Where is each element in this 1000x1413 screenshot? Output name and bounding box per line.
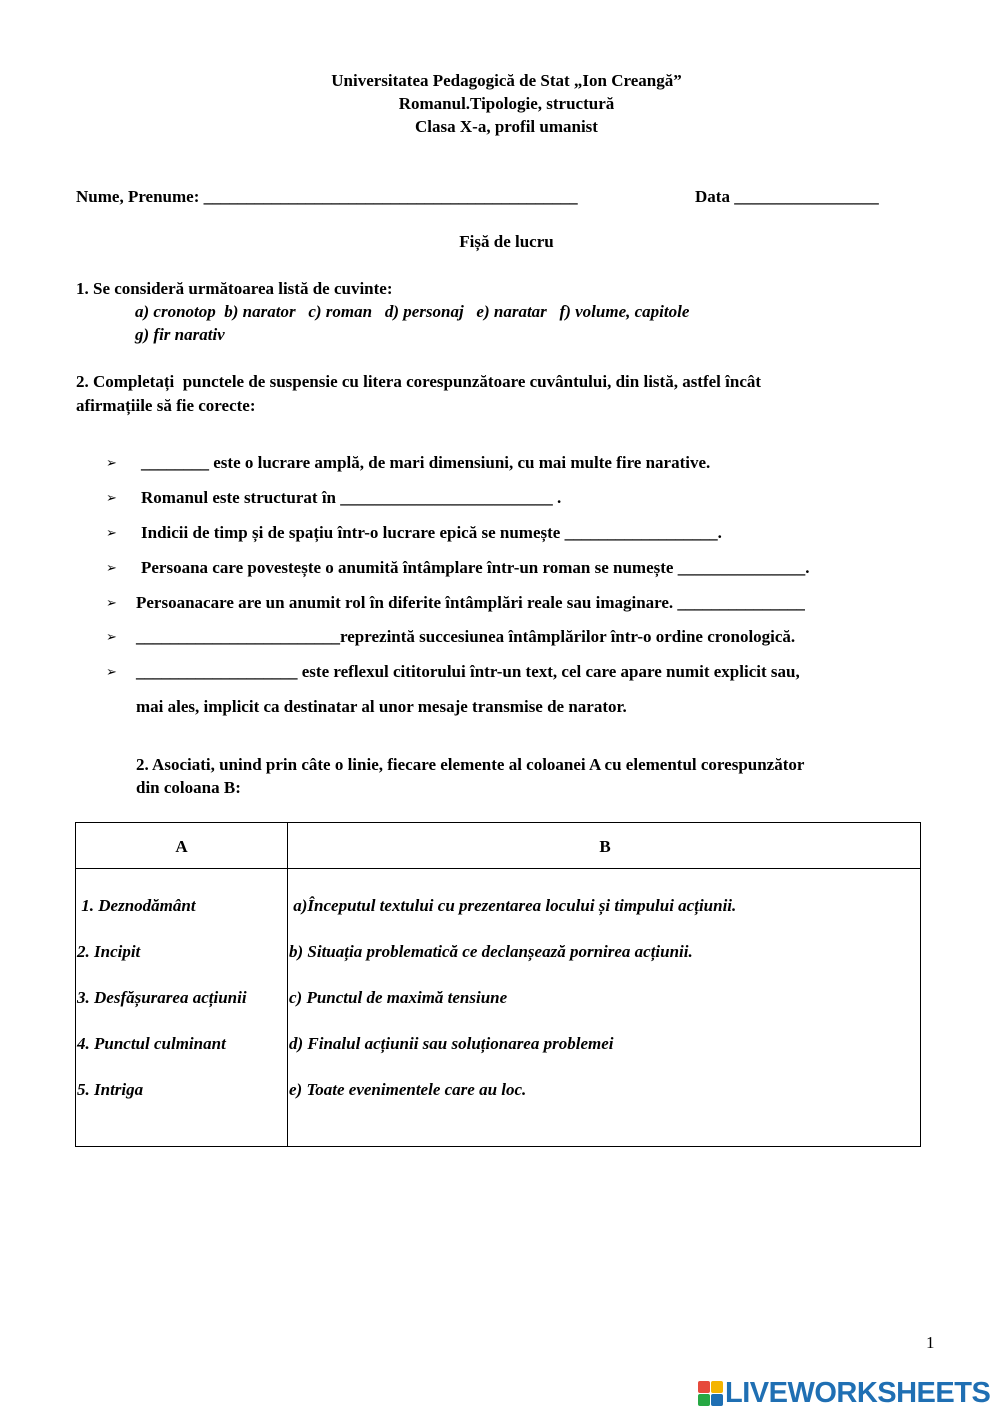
exercise-1-prompt: 1. Se consideră următoarea listă de cuvinte: (76, 279, 393, 298)
word-list-line-1: a) cronotop b) narator c) roman d) personaj e) naratar f) volume, capitole (135, 302, 690, 321)
fill-in-statement[interactable]: Indicii de timp și de spațiu într-o lucrare epică se numește __________________. (141, 523, 722, 542)
arrow-bullet-icon: ➢ (106, 491, 117, 506)
exercise-3-prompt-line-1: 2. Asociati, unind prin câte o linie, fiecare elemente al coloanei A cu elementul corespunzător (136, 755, 805, 774)
column-a-header: A (175, 837, 188, 856)
fill-in-statement[interactable]: ________________________reprezintă succesiunea întâmplărilor într-o ordine cronologică. (136, 627, 796, 646)
logo-text: LIVEWORKSHEETS (725, 1376, 991, 1409)
header-divider (76, 868, 920, 869)
arrow-bullet-icon: ➢ (106, 596, 117, 611)
arrow-bullet-icon: ➢ (106, 526, 117, 541)
fill-in-statement[interactable]: ________ este o lucrare amplă, de mari dimensiuni, cu mai multe fire narative. (141, 453, 711, 472)
page-number: 1 (926, 1333, 935, 1352)
logo-square (711, 1394, 723, 1406)
column-b-item[interactable]: c) Punctul de maximă tensiune (289, 988, 508, 1007)
arrow-bullet-icon: ➢ (106, 665, 117, 680)
logo-mark-icon (698, 1381, 723, 1406)
exercise-2-prompt-line-2: afirmațiile să fie corecte: (76, 396, 256, 415)
arrow-bullet-icon: ➢ (106, 630, 117, 645)
topic-title: Romanul.Tipologie, structură (398, 94, 615, 113)
column-divider (287, 823, 288, 1146)
column-a-item[interactable]: 4. Punctul culminant (77, 1034, 226, 1053)
column-a-item[interactable]: 3. Desfășurarea acțiunii (77, 988, 247, 1007)
column-b-header: B (599, 837, 611, 856)
column-a-item[interactable]: 5. Intriga (77, 1080, 144, 1099)
date-field[interactable]: Data _________________ (695, 187, 879, 206)
logo-square (711, 1381, 723, 1393)
exercise-3-prompt-line-2: din coloana B: (136, 778, 241, 797)
column-a-item[interactable]: 1. Deznodământ (77, 896, 196, 915)
institution-title: Universitatea Pedagogică de Stat „Ion Creangă” (331, 71, 682, 90)
word-list-line-2: g) fir narativ (135, 325, 225, 344)
liveworksheets-logo (698, 1378, 990, 1408)
fill-in-statement[interactable]: ___________________ este reflexul cititorului într-un text, cel care apare numit explicit sau, (136, 662, 800, 681)
worksheet-title: Fișă de lucru (459, 232, 554, 251)
column-a-item[interactable]: 2. Incipit (77, 942, 141, 961)
exercise-2-prompt-line-1: 2. Completați punctele de suspensie cu litera corespunzătoare cuvântului, din listă, astfel încât (76, 372, 762, 391)
logo-square (698, 1394, 710, 1406)
name-field[interactable]: Nume, Prenume: ____________________________________________ (76, 187, 578, 206)
column-b-item[interactable]: b) Situația problematică ce declanșează pornirea acțiunii. (289, 942, 693, 961)
fill-in-statement[interactable]: Romanul este structurat în _________________________ . (141, 488, 562, 507)
column-b-item[interactable]: e) Toate evenimentele care au loc. (289, 1080, 527, 1099)
column-b-item[interactable]: d) Finalul acțiunii sau soluționarea problemei (289, 1034, 614, 1053)
class-title: Clasa X-a, profil umanist (415, 117, 598, 136)
column-b-item[interactable]: a)Începutul textului cu prezentarea locului și timpului acțiunii. (289, 896, 737, 915)
fill-in-statement[interactable]: Persoana care povestește o anumită întâmplare într-un roman se numește _______________. (141, 558, 810, 577)
logo-square (698, 1381, 710, 1393)
arrow-bullet-icon: ➢ (106, 561, 117, 576)
fill-in-statement-continuation: mai ales, implicit ca destinatar al unor mesaje transmise de narator. (136, 697, 627, 716)
arrow-bullet-icon: ➢ (106, 456, 117, 471)
matching-table (75, 822, 921, 1147)
fill-in-statement[interactable]: Persoanacare are un anumit rol în diferite întâmplări reale sau imaginare. _______________ (136, 593, 805, 612)
